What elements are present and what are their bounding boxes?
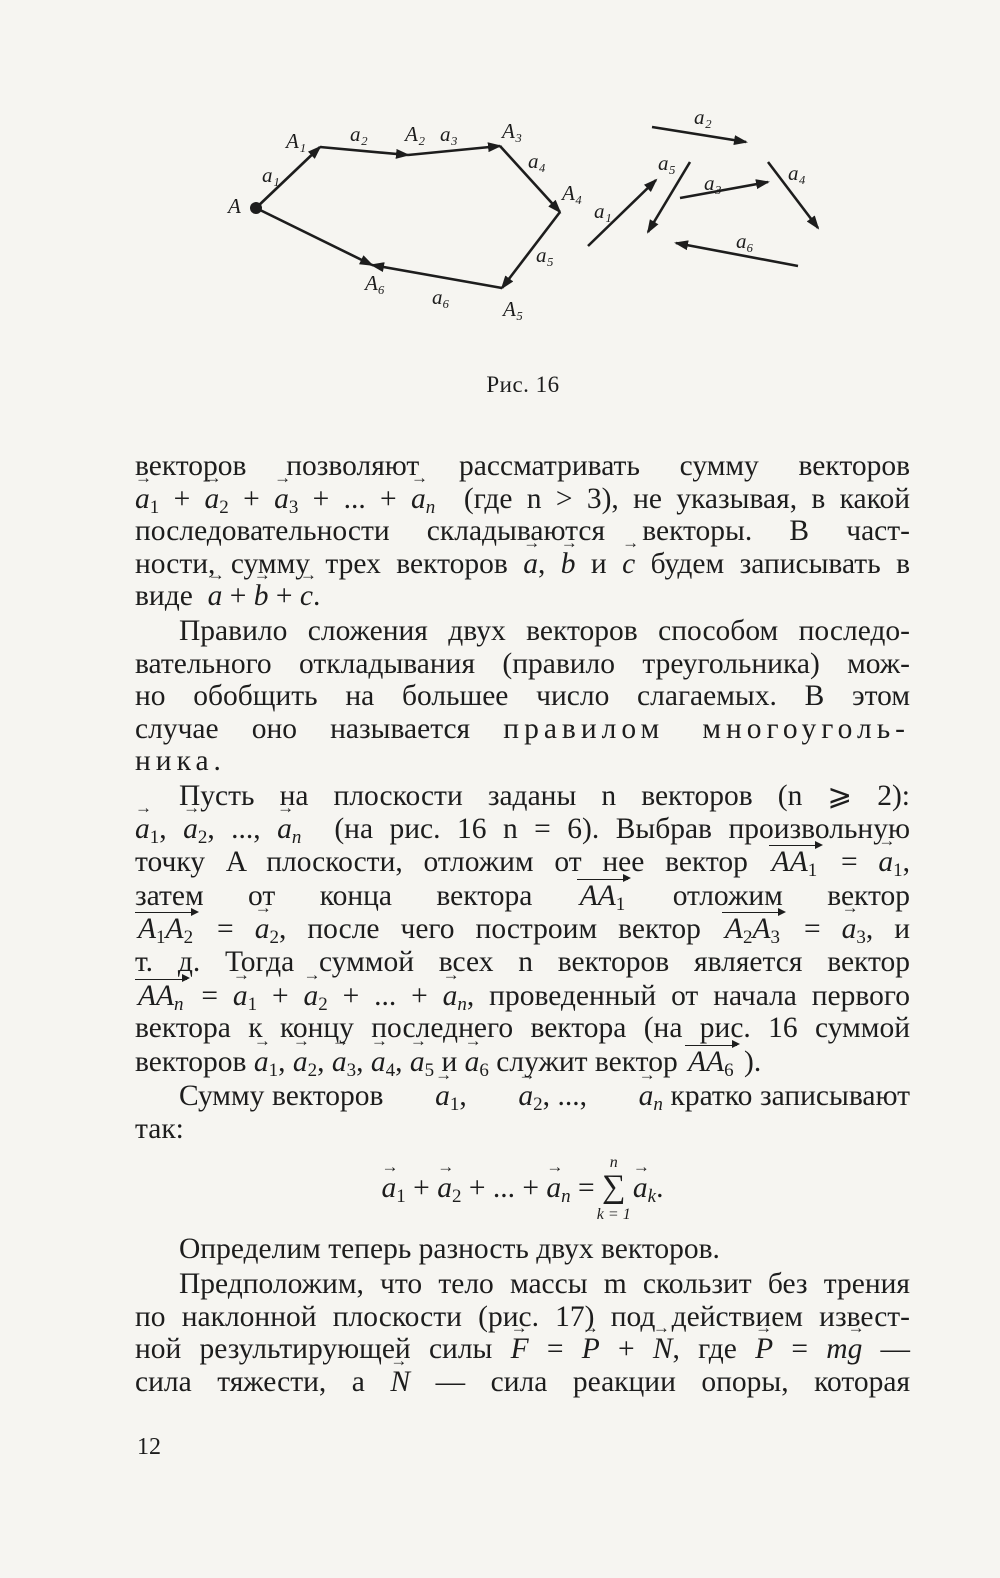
line: ника.	[135, 745, 226, 778]
line: Определим теперь разность двух векторов.	[179, 1233, 720, 1266]
free-vector-a2	[652, 127, 746, 142]
line: векторов → $a_1$, → $a_2$, → $a_3$, → $a_4$, → $a_5$ $и \to a_6$ служит вектор $AA_6$ ).	[135, 1045, 910, 1079]
line: случае оно называется правилом многоуголь-	[135, 712, 911, 745]
label-free-a6: a₆	[736, 229, 754, 253]
point-A	[250, 202, 262, 214]
label-a4: a₄	[528, 149, 546, 173]
line: ной результирующей силы → F = → P + → N, где → P = m→ g —	[135, 1333, 910, 1366]
line: виде → a + → b + → c.	[135, 580, 910, 613]
line: Сумму векторов → $a_1$, → $a_2$, ..., → $a_n$ кратко записывают	[135, 1080, 910, 1113]
label-free-a4: a₄	[788, 161, 806, 185]
label-free-a1: a₁	[594, 199, 612, 223]
figure-16	[0, 0, 1000, 360]
label-a6: a₆	[432, 285, 450, 309]
line: затем от конца вектора $AA_1$ отложим вектор	[135, 879, 910, 915]
vector-a2	[320, 147, 408, 155]
line: вектора к концу последнего вектора (на рис. 16 суммой	[135, 1012, 910, 1045]
line: → $a_1$, → $a_2$, ..., → $a_n$ (на рис. 16 n = 6). Выбрав произвольную	[135, 813, 910, 846]
line: последовательности складываются векторы. В част-	[135, 515, 910, 548]
polygon-vectors	[256, 146, 560, 288]
label-free-a2: a₂	[694, 105, 712, 129]
line: $A_1A_2$ = → $a_2$, после чего построим вектор $A_2A_3$ = → $a_3$, и	[135, 912, 910, 946]
line: векторов позволяют рассматривать сумму векторов	[135, 450, 910, 482]
label-A: A	[228, 194, 241, 218]
line: → $a_1$ + → $a_2$ + → $a_3$ + ... + → $a_n$ (где n > 3), не указывая, в какой	[135, 483, 910, 516]
line: точку A плоскости, отложим от нее вектор $AA_1$ = → $a_1$,	[135, 845, 910, 879]
line: по наклонной плоскости (рис. 17) под действием извест-	[135, 1300, 910, 1333]
body-text	[135, 450, 910, 1398]
line: Предположим, что тело массы m скользит без трения	[179, 1268, 910, 1301]
line: но обобщить на большее число слагаемых. В этом	[135, 680, 910, 713]
sum-sign: ∑ n k = 1	[596, 1154, 631, 1224]
line: вательного откладывания (правило треугольника) мож-	[135, 647, 910, 680]
line: сила тяжести, а → N — сила реакции опоры, которая	[135, 1366, 910, 1399]
line: Пусть на плоскости заданы n векторов (n ⩾ 2):	[179, 779, 910, 812]
free-vectors	[588, 127, 818, 266]
label-free-a3: a₃	[704, 171, 722, 195]
sum-formula: → $a_1$ + → $a_2$ + ... + → $a_n$ = ∑ n k = 1 → $a_k$.	[135, 1145, 910, 1233]
line: ности, сумму трех векторов → a, → b и → c будем записывать в	[135, 548, 910, 581]
label-A5: A₅	[503, 297, 524, 321]
line: так:	[135, 1112, 184, 1145]
vector-a3	[408, 146, 500, 155]
label-a5: a₅	[536, 243, 554, 267]
label-A1: A₁	[286, 129, 307, 153]
label-a1: a₁	[262, 163, 280, 187]
page-number: 12	[137, 1434, 161, 1460]
label-A6: A₆	[365, 271, 386, 295]
line: $AA_n$ = → $a_1$ + → $a_2$ + ... + → $a_n$, проведенный от начала первого	[135, 979, 910, 1013]
figure-caption: Рис. 16	[486, 372, 560, 397]
label-A2: A₂	[405, 122, 426, 146]
line: т. д. Тогда суммой всех n векторов является вектор	[135, 945, 910, 978]
free-vector-a3	[680, 182, 768, 198]
label-a3: a₃	[440, 122, 458, 146]
label-free-a5: a₅	[658, 151, 676, 175]
line: Правило сложения двух векторов способом последо-	[179, 614, 910, 647]
vector-AA6	[256, 208, 372, 265]
label-A3: A₃	[502, 119, 523, 143]
label-a2: a₂	[350, 122, 368, 146]
label-A4: A₄	[562, 181, 583, 205]
